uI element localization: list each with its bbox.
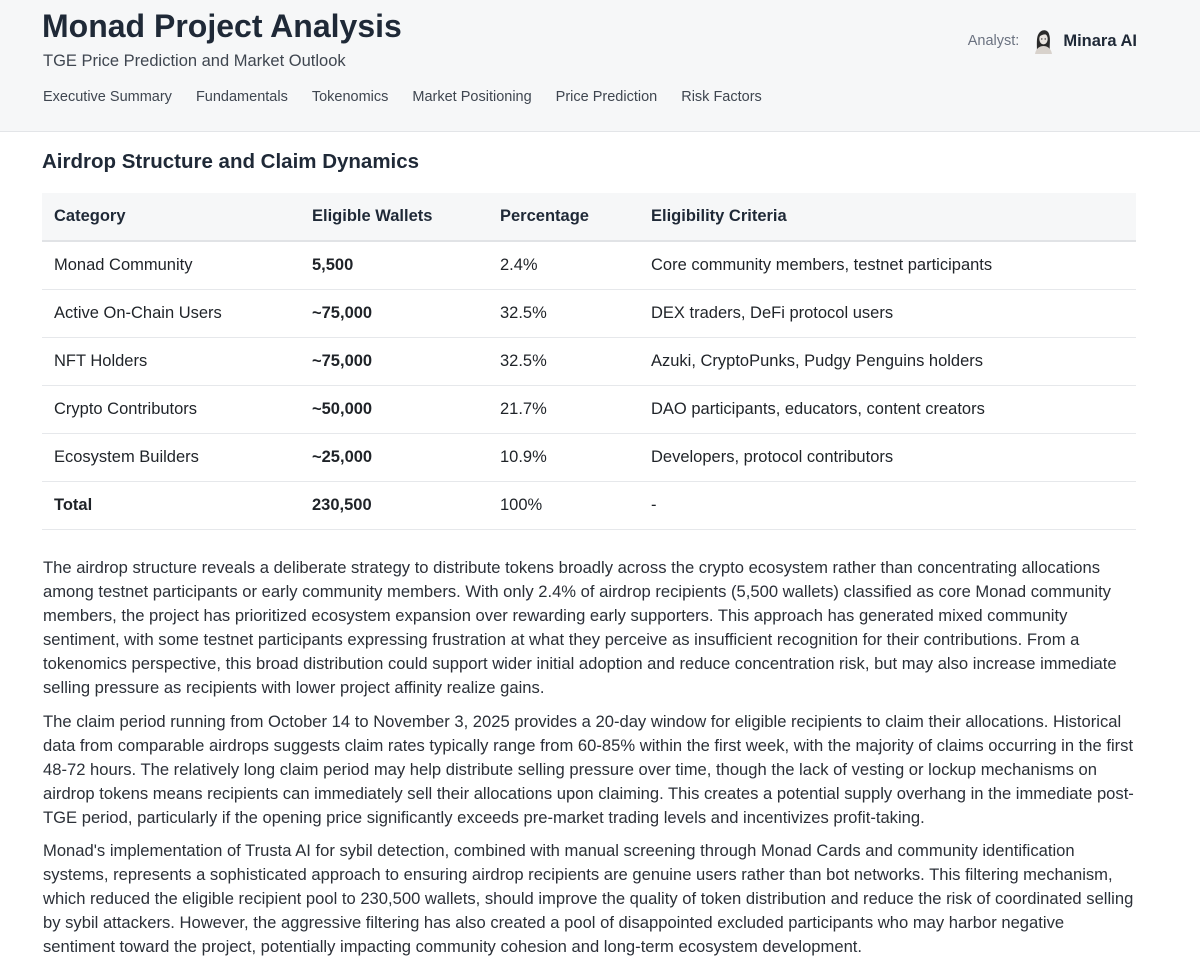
report-header [0, 0, 1200, 132]
cell-wallets: 230,500 [300, 481, 488, 529]
cell-criteria: - [639, 481, 1136, 529]
cell-wallets: ~50,000 [300, 385, 488, 433]
cell-category: Crypto Contributors [42, 385, 300, 433]
paragraph-distribution-strategy: The airdrop structure reveals a deliberate strategy to distribute tokens broadly across the crypto ecosystem rather than concentrating allocations among testnet participants or early community members. With only 2.4% of airdrop recipients (5,500 wallets) classified as core Monad community members, the project has prioritized ecosystem expansion over rewarding early supporters. This approach has generated mixed community sentiment, with some testnet participants expressing frustration at what they perceive as insufficient recognition for their contributions. From a tokenomics perspective, this broad distribution could support wider initial adoption and reduce concentration risk, but may also increase immediate selling pressure as recipients with lower project affinity realize gains. [43, 558, 1117, 698]
nav-tokenomics[interactable]: Tokenomics [311, 89, 389, 105]
page-title: Monad Project Analysis [42, 8, 402, 44]
table-total-row [42, 481, 1136, 529]
cell-category: Active On-Chain Users [42, 289, 300, 337]
table-row [42, 289, 1136, 337]
column-header-percentage: Percentage [488, 193, 639, 241]
nav-price-prediction[interactable]: Price Prediction [555, 89, 658, 105]
paragraph-claim-period: The claim period running from October 14 to November 3, 2025 provides a 20-day window for eligible recipients to claim their allocations. Historical data from comparable airdrops suggests claim rates typically range from 60-85% within the first week, with the majority of claims occurring in the first 48-72 hours. The relatively long claim period may help distribute selling pressure over time, though the lack of vesting or lockup mechanisms on airdrop tokens means recipients can immediately sell their allocations upon claiming. This creates a potential supply overhang in the immediate post-TGE period, particularly if the opening price significantly exceeds pre-market trading levels and incentivizes profit-taking. [43, 711, 1134, 827]
section-title: Airdrop Structure and Claim Dynamics [42, 150, 420, 173]
cell-criteria: DEX traders, DeFi protocol users [639, 289, 1136, 337]
cell-category: Total [42, 481, 300, 529]
airdrop-table [42, 193, 1136, 530]
table-row [42, 241, 1136, 289]
paragraph-sybil-detection: Monad's implementation of Trusta AI for sybil detection, combined with manual screening through Monad Cards and community identification systems, represents a sophisticated approach to ensuring airdrop recipients are genuine users rather than bot networks. This filtering mechanism, which reduced the eligible recipient pool to 230,500 wallets, should improve the quality of token distribution and reduce the risk of coordinated selling by sybil attackers. However, the aggressive filtering has also created a pool of disappointed excluded participants who may harbor negative sentiment toward the project, potentially impacting community cohesion and long-term ecosystem development. [43, 841, 1134, 957]
analyst-label: Analyst: [967, 33, 1020, 49]
cell-percentage: 10.9% [488, 433, 639, 481]
table-row [42, 337, 1136, 385]
table-row [42, 433, 1136, 481]
nav-fundamentals[interactable]: Fundamentals [195, 89, 288, 105]
table-header-row [42, 193, 1136, 241]
analysis-body [43, 556, 1139, 969]
cell-criteria: DAO participants, educators, content creators [639, 385, 1136, 433]
nav-executive-summary[interactable]: Executive Summary [43, 89, 172, 105]
cell-category: NFT Holders [42, 337, 300, 385]
cell-percentage: 2.4% [488, 241, 639, 289]
cell-wallets: ~75,000 [300, 337, 488, 385]
page-subtitle: TGE Price Prediction and Market Outlook [43, 52, 346, 70]
cell-percentage: 100% [488, 481, 639, 529]
cell-percentage: 21.7% [488, 385, 639, 433]
nav-market-positioning[interactable]: Market Positioning [412, 89, 532, 105]
cell-wallets: 5,500 [300, 241, 488, 289]
cell-category: Monad Community [42, 241, 300, 289]
section-nav [43, 89, 786, 105]
analyst-info [968, 28, 1137, 54]
table-row [42, 385, 1136, 433]
cell-percentage: 32.5% [488, 289, 639, 337]
cell-percentage: 32.5% [488, 337, 639, 385]
column-header-wallets: Eligible Wallets [300, 193, 488, 241]
cell-criteria: Azuki, CryptoPunks, Pudgy Penguins holders [639, 337, 1136, 385]
column-header-category: Category [42, 193, 300, 241]
cell-category: Ecosystem Builders [42, 433, 300, 481]
cell-criteria: Developers, protocol contributors [639, 433, 1136, 481]
nav-risk-factors[interactable]: Risk Factors [681, 89, 762, 105]
cell-wallets: ~75,000 [300, 289, 488, 337]
analyst-name: Minara AI [1063, 31, 1137, 50]
cell-criteria: Core community members, testnet participants [639, 241, 1136, 289]
column-header-criteria: Eligibility Criteria [639, 193, 1136, 241]
analyst-avatar-icon [1031, 28, 1055, 54]
cell-wallets: ~25,000 [300, 433, 488, 481]
